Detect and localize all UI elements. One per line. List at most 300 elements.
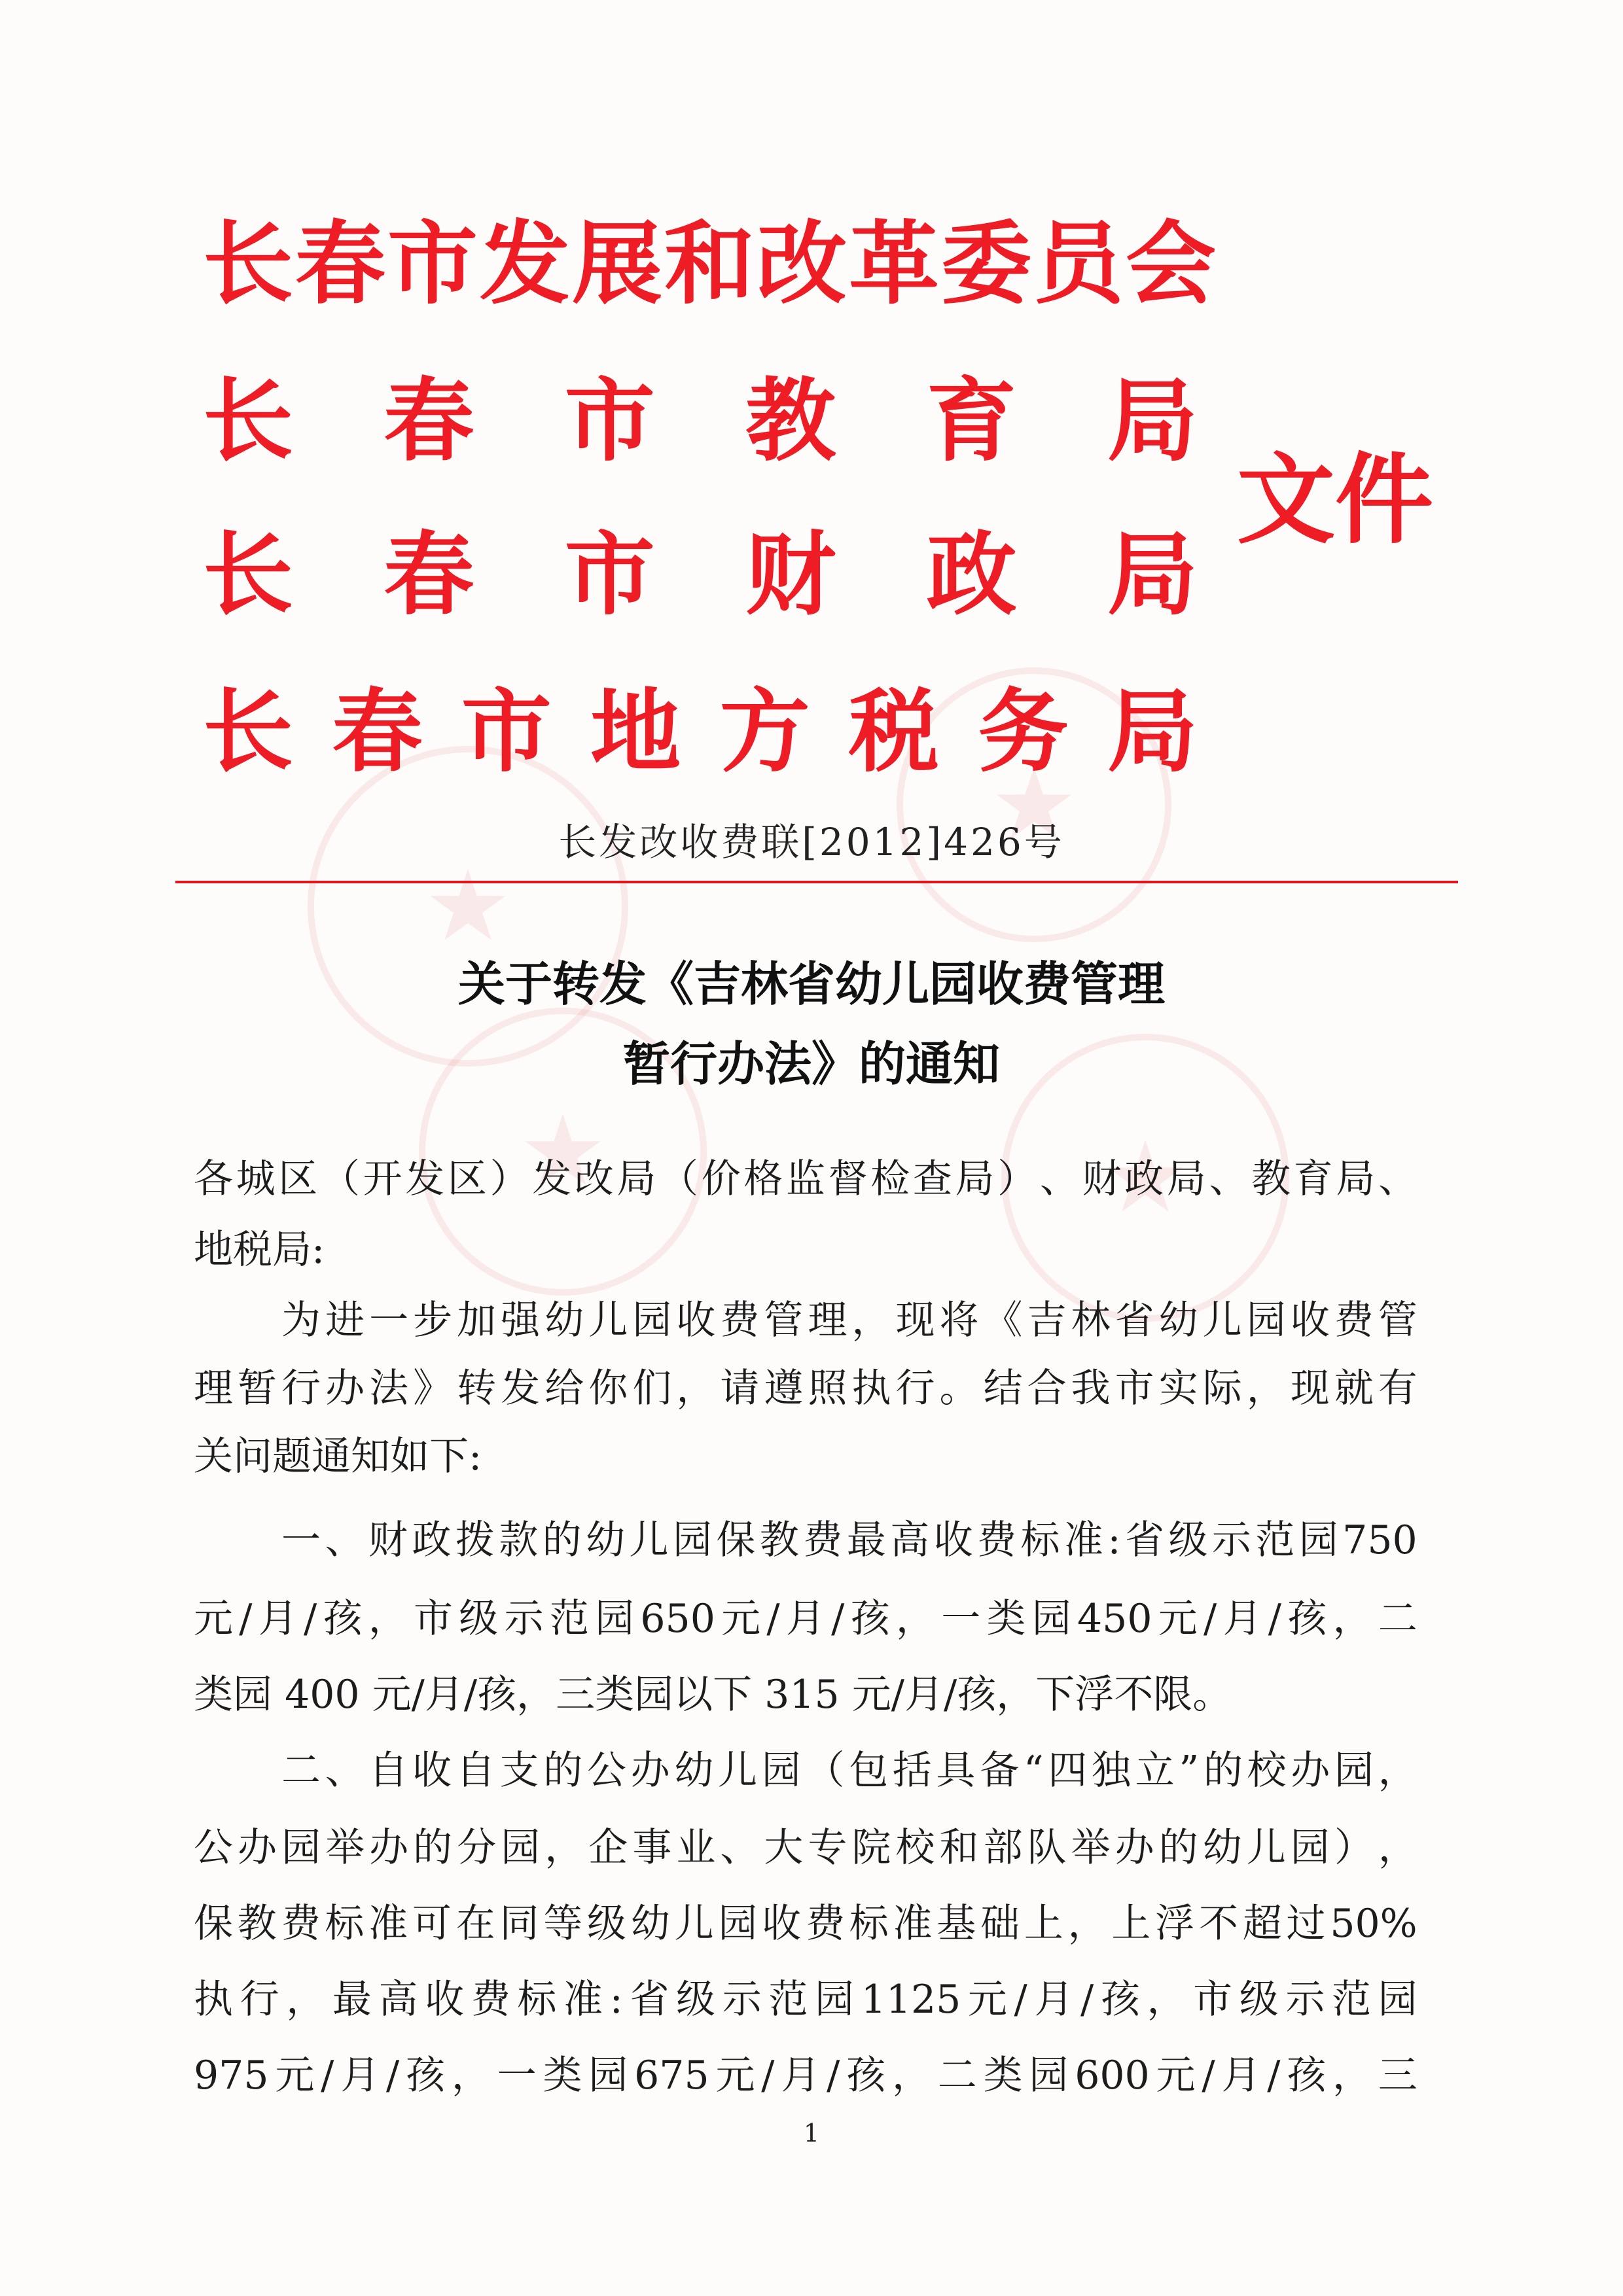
- text-token: 超: [1242, 1901, 1282, 1947]
- issuer-name-2: [203, 368, 1198, 474]
- text-token: 费: [281, 1901, 321, 1947]
- text-token: 将: [939, 1298, 979, 1343]
- text-token: ，: [1067, 1901, 1107, 1947]
- issuer-char: 春: [332, 679, 423, 785]
- text-token: “: [1023, 1748, 1044, 1793]
- text-token: 范: [1255, 1517, 1295, 1563]
- text-token: 范: [1331, 1977, 1371, 2022]
- text-token: ）: [490, 1156, 529, 1202]
- text-token: 示: [1285, 1977, 1325, 2022]
- text-token: 的: [1203, 1748, 1243, 1793]
- text-token: ，: [1147, 1977, 1186, 2022]
- text-token: 650: [640, 1596, 715, 1642]
- body-line: 类园 400 元/月/孩，三类园以下 315 元/月/孩，下浮不限。: [194, 1672, 1232, 1718]
- text-token: 的: [413, 1825, 453, 1871]
- text-token: 强: [501, 1298, 541, 1343]
- text-token: 园: [501, 1825, 541, 1871]
- body-line: [281, 1748, 1418, 1793]
- text-token: 示: [722, 1977, 762, 2022]
- text-token: 理: [194, 1366, 233, 1411]
- text-token: 标: [517, 1977, 557, 2022]
- text-token: 元: [721, 1596, 761, 1642]
- text-token: 《: [983, 1298, 1023, 1343]
- text-token: 一: [369, 1298, 409, 1343]
- body-line: [194, 1825, 1418, 1871]
- text-token: 750: [1342, 1517, 1418, 1563]
- text-token: 50%: [1330, 1901, 1418, 1947]
- text-token: 实: [1158, 1366, 1198, 1411]
- text-token: 园: [814, 1977, 854, 2022]
- text-token: 幼: [1202, 1825, 1242, 1871]
- text-token: 改: [574, 1156, 614, 1202]
- notice-title-line-2: 暂行办法》的通知: [622, 1036, 1000, 1091]
- body-line: [194, 2053, 1418, 2098]
- text-token: 校: [1247, 1748, 1287, 1793]
- red-divider-line: [175, 881, 1458, 883]
- issuer-char: 市: [564, 522, 655, 627]
- issuer-char: 地: [590, 679, 681, 785]
- text-token: 园: [1378, 1977, 1418, 2022]
- text-token: 最: [846, 1517, 886, 1563]
- text-token: 你: [588, 1366, 628, 1411]
- text-token: 元: [275, 2053, 315, 2098]
- text-token: 费: [471, 1977, 510, 2022]
- text-token: 高: [890, 1517, 930, 1563]
- text-token: ，: [676, 1366, 716, 1411]
- text-token: 管: [764, 1298, 804, 1343]
- text-token: /: [831, 1596, 845, 1642]
- text-token: 步: [413, 1298, 453, 1343]
- text-token: 儿: [674, 1901, 714, 1947]
- text-token: 一: [497, 2053, 537, 2098]
- text-token: ，: [1332, 1596, 1372, 1642]
- text-token: 450: [1077, 1596, 1152, 1642]
- text-token: 自: [368, 1748, 408, 1793]
- text-token: 标: [1020, 1517, 1060, 1563]
- text-token: 可: [412, 1901, 452, 1947]
- text-token: 区: [278, 1156, 318, 1202]
- text-token: 浮: [1155, 1901, 1195, 1947]
- document-number: 长发改收费联[2012]426号: [558, 820, 1065, 864]
- text-token: 类: [543, 2053, 582, 2098]
- text-token: 础: [980, 1901, 1020, 1947]
- text-token: 自: [455, 1748, 495, 1793]
- text-token: 孩: [1287, 2053, 1327, 2098]
- body-line: [281, 1517, 1418, 1563]
- text-token: 975: [194, 2053, 269, 2098]
- text-token: 675: [634, 2053, 709, 2098]
- text-token: 上: [1024, 1901, 1063, 1947]
- text-token: 暂: [238, 1366, 277, 1411]
- text-token: ，: [851, 1298, 891, 1343]
- issuer-char: 政: [926, 522, 1017, 627]
- text-token: 范: [549, 1596, 589, 1642]
- text-token: 转: [457, 1366, 497, 1411]
- text-token: （: [805, 1748, 845, 1793]
- text-token: 二: [937, 2053, 977, 2098]
- text-token: 局: [616, 1156, 656, 1202]
- issuer-name-1: 长春市发展和改革委员会: [203, 211, 1219, 317]
- text-token: 园: [1031, 1596, 1071, 1642]
- text-token: 园: [1246, 1298, 1286, 1343]
- text-token: 局: [1166, 1156, 1206, 1202]
- text-token: 幼: [674, 1748, 714, 1793]
- text-token: 上: [1111, 1901, 1151, 1947]
- text-token: 儿: [718, 1748, 758, 1793]
- text-token: 儿: [588, 1298, 628, 1343]
- text-token: 元: [967, 1977, 1007, 2022]
- text-token: 最: [332, 1977, 372, 2022]
- text-token: 级: [676, 1977, 716, 2022]
- text-token: 法: [369, 1366, 409, 1411]
- text-token: 幼: [630, 1901, 670, 1947]
- text-token: 立: [1135, 1748, 1175, 1793]
- text-token: /: [1268, 1596, 1282, 1642]
- text-token: 公: [194, 1825, 233, 1871]
- text-token: 督: [828, 1156, 868, 1202]
- text-token: ，: [544, 1825, 584, 1871]
- text-token: 级: [1168, 1517, 1208, 1563]
- text-token: 园: [588, 2053, 628, 2098]
- text-token: /: [761, 2053, 775, 2098]
- text-token: 拨: [455, 1517, 495, 1563]
- text-token: 现: [1290, 1366, 1330, 1411]
- text-token: 行: [281, 1366, 321, 1411]
- text-token: 财: [368, 1517, 408, 1563]
- text-token: 孩: [323, 1596, 363, 1642]
- issuer-char: 市: [564, 368, 655, 474]
- text-token: 高: [378, 1977, 418, 2022]
- text-token: 包: [849, 1748, 889, 1793]
- text-token: /: [1267, 2053, 1281, 2098]
- text-token: 幼: [1158, 1298, 1198, 1343]
- text-token: /: [239, 1596, 253, 1642]
- text-token: （: [659, 1156, 699, 1202]
- body-line: [194, 1596, 1418, 1642]
- text-token: 1125: [861, 1977, 961, 2022]
- text-token: 园: [1029, 2053, 1069, 2098]
- text-token: 队: [1027, 1825, 1067, 1871]
- text-token: 检: [870, 1156, 910, 1202]
- text-token: 行: [240, 1977, 279, 2022]
- issuer-char: 务: [978, 679, 1069, 785]
- text-token: 价: [701, 1156, 741, 1202]
- text-token: 园: [1298, 1517, 1338, 1563]
- text-token: 请: [720, 1366, 760, 1411]
- text-token: 校: [895, 1825, 935, 1871]
- text-token: 园: [672, 1517, 712, 1563]
- text-token: 财: [1082, 1156, 1122, 1202]
- text-token: /: [1204, 1596, 1217, 1642]
- issuer-char: 税: [849, 679, 940, 785]
- text-token: 幼: [544, 1298, 584, 1343]
- text-token: 示: [504, 1596, 544, 1642]
- text-token: 结: [983, 1366, 1023, 1411]
- text-token: ，: [451, 2053, 491, 2098]
- text-token: 加: [457, 1298, 497, 1343]
- text-token: 有: [1378, 1366, 1418, 1411]
- text-token: 省: [1124, 1517, 1164, 1563]
- text-token: 二: [1378, 1596, 1418, 1642]
- text-token: ，: [1378, 1748, 1418, 1793]
- text-token: 局: [1336, 1156, 1376, 1202]
- text-token: 城: [236, 1156, 276, 1202]
- text-token: /: [766, 1596, 780, 1642]
- text-token: 基: [936, 1901, 976, 1947]
- text-token: 月: [1034, 1977, 1074, 2022]
- text-token: 一: [281, 1517, 321, 1563]
- text-token: 公: [586, 1748, 626, 1793]
- text-token: 政: [412, 1517, 452, 1563]
- body-line: [281, 1298, 1418, 1343]
- text-token: 吉: [1027, 1298, 1067, 1343]
- text-token: 和: [939, 1825, 979, 1871]
- text-token: 执: [194, 1977, 233, 2022]
- issuer-char: 长: [203, 522, 294, 627]
- text-token: 照: [808, 1366, 847, 1411]
- text-token: 教: [237, 1901, 277, 1947]
- text-token: 、: [325, 1517, 365, 1563]
- text-token: 保: [194, 1901, 233, 1947]
- text-token: 费: [720, 1298, 760, 1343]
- text-token: 办: [1291, 1748, 1330, 1793]
- issuer-char: 春: [383, 522, 474, 627]
- text-token: 分: [457, 1825, 497, 1871]
- text-token: 我: [1071, 1366, 1111, 1411]
- body-line: 关问题通知如下:: [194, 1434, 482, 1479]
- text-token: 发: [532, 1156, 572, 1202]
- text-token: ，: [286, 1977, 326, 2022]
- text-token: ”: [1179, 1748, 1200, 1793]
- text-token: 办: [238, 1825, 277, 1871]
- text-token: 级: [1239, 1977, 1279, 2022]
- text-token: ）: [1334, 1825, 1374, 1871]
- text-token: 、: [1039, 1156, 1079, 1202]
- text-token: :: [1107, 1517, 1121, 1563]
- text-token: 孩: [850, 1596, 890, 1642]
- text-token: 局: [955, 1156, 995, 1202]
- page-number: 1: [803, 2119, 820, 2147]
- text-token: 》: [413, 1366, 453, 1411]
- text-token: 林: [1071, 1298, 1111, 1343]
- text-token: 办: [325, 1366, 365, 1411]
- text-token: 省: [630, 1977, 669, 2022]
- text-token: 区: [447, 1156, 487, 1202]
- text-token: 各: [194, 1156, 233, 1202]
- text-token: 支: [499, 1748, 539, 1793]
- text-token: ，: [1246, 1366, 1286, 1411]
- text-token: 款: [499, 1517, 539, 1563]
- text-token: ，: [1332, 2053, 1372, 2098]
- text-token: 办: [369, 1825, 409, 1871]
- text-token: 元: [715, 2053, 755, 2098]
- text-token: （: [320, 1156, 360, 1202]
- text-token: 大: [764, 1825, 804, 1871]
- text-token: 现: [895, 1298, 935, 1343]
- text-token: 们: [632, 1366, 672, 1411]
- text-token: 孩: [846, 2053, 886, 2098]
- text-token: 级: [459, 1596, 499, 1642]
- text-token: 孩: [406, 2053, 446, 2098]
- text-token: ，: [891, 2053, 931, 2098]
- text-token: 月: [1222, 1596, 1262, 1642]
- text-token: 准: [563, 1977, 603, 2022]
- text-token: 一: [941, 1596, 981, 1642]
- text-token: /: [1080, 1977, 1094, 2022]
- text-token: 不: [1198, 1901, 1238, 1947]
- text-token: 收: [1290, 1298, 1330, 1343]
- text-token: 市: [1115, 1366, 1154, 1411]
- text-token: 月: [340, 2053, 380, 2098]
- text-token: 监: [785, 1156, 825, 1202]
- text-token: 二: [281, 1748, 321, 1793]
- text-token: 园: [632, 1298, 672, 1343]
- text-token: 遵: [764, 1366, 804, 1411]
- text-token: 儿: [1246, 1825, 1286, 1871]
- text-token: /: [827, 2053, 840, 2098]
- text-token: 政: [1124, 1156, 1164, 1202]
- text-token: 费: [805, 1901, 845, 1947]
- text-token: 准: [1063, 1517, 1103, 1563]
- text-token: 费: [1334, 1298, 1374, 1343]
- text-token: /: [1014, 1977, 1027, 2022]
- issuer-name-3: [203, 522, 1198, 627]
- text-token: 四: [1048, 1748, 1088, 1793]
- text-token: 、: [1209, 1156, 1249, 1202]
- text-token: 就: [1334, 1366, 1374, 1411]
- text-token: 的: [543, 1748, 583, 1793]
- text-token: 为: [281, 1298, 321, 1343]
- text-token: 孩: [1287, 1596, 1327, 1642]
- text-token: 备: [980, 1748, 1020, 1793]
- text-token: ，: [895, 1596, 935, 1642]
- text-token: 省: [1115, 1298, 1154, 1343]
- text-token: 市: [414, 1596, 454, 1642]
- text-token: 元: [194, 1596, 233, 1642]
- text-token: 园: [1334, 1748, 1374, 1793]
- text-token: 、: [720, 1825, 760, 1871]
- issuer-char: 教: [745, 368, 836, 474]
- text-token: ，: [368, 1596, 408, 1642]
- text-token: 600: [1075, 2053, 1150, 2098]
- text-token: 费: [977, 1517, 1016, 1563]
- text-token: 费: [803, 1517, 843, 1563]
- text-token: 育: [1293, 1156, 1333, 1202]
- text-token: 儿: [629, 1517, 669, 1563]
- text-token: 的: [542, 1517, 582, 1563]
- text-token: 理: [808, 1298, 847, 1343]
- text-token: ）: [997, 1156, 1037, 1202]
- text-token: 发: [405, 1156, 445, 1202]
- text-token: 。: [939, 1366, 979, 1411]
- text-token: 事: [632, 1825, 672, 1871]
- text-token: /: [304, 1596, 317, 1642]
- text-token: 管: [1378, 1298, 1418, 1343]
- issuer-char: 长: [203, 679, 294, 785]
- text-token: 格: [743, 1156, 783, 1202]
- text-token: 孩: [1100, 1977, 1140, 2022]
- issuer-char: 局: [1107, 522, 1198, 627]
- text-token: 幼: [586, 1517, 626, 1563]
- text-token: 举: [325, 1825, 365, 1871]
- text-token: 办: [630, 1748, 670, 1793]
- text-token: 企: [588, 1825, 628, 1871]
- text-token: 收: [933, 1517, 973, 1563]
- text-token: 园: [281, 1825, 321, 1871]
- text-token: /: [1202, 2053, 1215, 2098]
- text-token: 具: [936, 1748, 976, 1793]
- text-token: 等: [543, 1901, 583, 1947]
- text-token: 收: [676, 1298, 716, 1343]
- text-token: 、: [325, 1748, 365, 1793]
- text-token: 示: [1211, 1517, 1251, 1563]
- text-token: 标: [325, 1901, 365, 1947]
- issuer-char: 局: [1107, 368, 1198, 474]
- text-token: 查: [912, 1156, 952, 1202]
- text-token: 月: [1221, 2053, 1261, 2098]
- text-token: 在: [455, 1901, 495, 1947]
- text-token: 市: [1193, 1977, 1233, 2022]
- text-token: 教: [759, 1517, 799, 1563]
- body-line: [194, 1977, 1418, 2022]
- text-token: /: [386, 2053, 400, 2098]
- text-token: 园: [761, 1748, 801, 1793]
- text-token: 举: [1071, 1825, 1111, 1871]
- issuer-char: 财: [745, 522, 836, 627]
- text-token: 办: [1115, 1825, 1154, 1871]
- text-token: 月: [785, 1596, 825, 1642]
- document-type-label: 文件: [1237, 444, 1434, 557]
- body-line: 地税局:: [194, 1227, 325, 1273]
- text-token: 准: [893, 1901, 933, 1947]
- text-token: 元: [1156, 2053, 1196, 2098]
- text-token: 行: [895, 1366, 935, 1411]
- text-token: 类: [986, 1596, 1026, 1642]
- issuer-char: 局: [1107, 679, 1198, 785]
- text-token: 教: [1251, 1156, 1291, 1202]
- text-token: 园: [1290, 1825, 1330, 1871]
- text-token: 三: [1378, 2053, 1418, 2098]
- text-token: 际: [1202, 1366, 1242, 1411]
- text-token: 类: [983, 2053, 1023, 2098]
- text-token: 月: [258, 1596, 298, 1642]
- text-token: 专: [808, 1825, 847, 1871]
- text-token: 括: [892, 1748, 932, 1793]
- text-token: 给: [544, 1366, 584, 1411]
- issuer-char: 市: [461, 679, 552, 785]
- text-token: 业: [676, 1825, 716, 1871]
- text-token: /: [321, 2053, 334, 2098]
- text-token: 过: [1286, 1901, 1326, 1947]
- body-line: [194, 1366, 1418, 1411]
- text-token: ，: [1378, 1825, 1418, 1871]
- text-token: 月: [781, 2053, 821, 2098]
- text-token: 、: [1378, 1156, 1418, 1202]
- text-token: 准: [368, 1901, 408, 1947]
- text-token: 合: [1027, 1366, 1067, 1411]
- notice-title-line-1: 关于转发《吉林省幼儿园收费管理: [457, 957, 1165, 1012]
- text-token: 院: [851, 1825, 891, 1871]
- text-token: 儿: [1202, 1298, 1242, 1343]
- text-token: 收: [412, 1748, 452, 1793]
- issuer-char: 春: [383, 368, 474, 474]
- text-token: 范: [768, 1977, 808, 2022]
- issuer-char: 方: [719, 679, 810, 785]
- text-token: 园: [718, 1901, 758, 1947]
- text-token: 收: [762, 1901, 802, 1947]
- text-token: 保: [716, 1517, 756, 1563]
- issuer-name-4: [203, 679, 1198, 785]
